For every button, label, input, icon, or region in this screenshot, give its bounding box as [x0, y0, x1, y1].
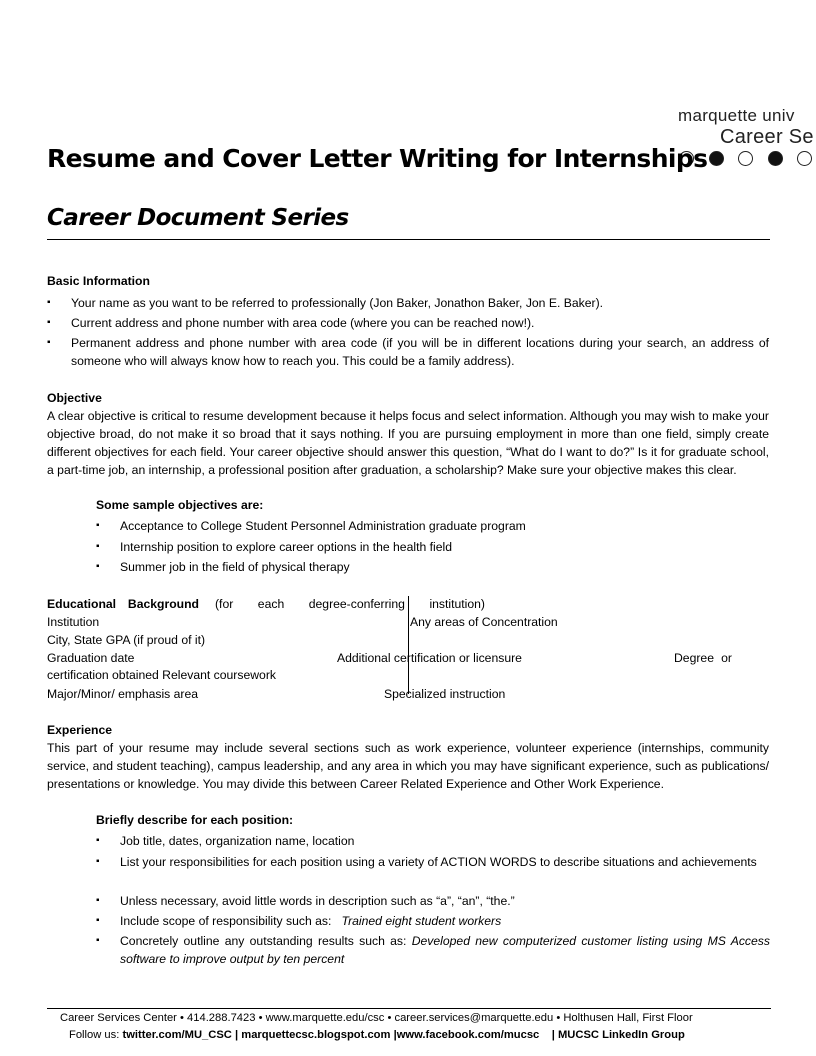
basic-bullet: [47, 334, 770, 370]
basic-bullet-text: Your name as you want to be referred to professionally (Jon Baker, Jonathon Baker, Jon E. Baker).: [71, 296, 604, 310]
education-cert-obtained: certification obtained Relevant coursework: [47, 668, 276, 682]
experience-bullet-text: [120, 932, 770, 968]
logo-dot-icon: [738, 151, 753, 166]
basic-bullet-text: Permanent address and phone number with area code (if you will be in different locations during your search, an address of someone who will always know how to reach you. This could be a family address).: [71, 336, 769, 368]
sample-objective-text: Acceptance to College Student Personnel Administration graduate program: [120, 519, 526, 533]
results-prefix: Concretely outline any outstanding results such as:: [120, 934, 407, 948]
education-degree: Degree or: [674, 651, 732, 665]
twitter-link[interactable]: twitter.com/MU_CSC: [122, 1029, 232, 1041]
footer-contact-line: [60, 1010, 693, 1026]
describe-heading: Briefly describe for each position:: [96, 813, 294, 827]
scope-prefix: Include scope of responsibility such as:: [120, 914, 332, 928]
bullet-icon: ▪: [96, 541, 100, 552]
basic-info-heading: Basic Information: [47, 274, 150, 288]
sample-objective-text: Internship position to explore career options in the health field: [120, 540, 452, 554]
education-heading: Educational Background: [47, 597, 199, 611]
basic-bullet-text: Current address and phone number with area code (where you can be reached now!).: [71, 316, 535, 330]
footer-follow-label: Follow us:: [69, 1029, 120, 1041]
scope-example: Trained eight student workers: [341, 914, 502, 928]
footer-divider: [47, 1008, 771, 1009]
logo-dot-filled-icon: [709, 151, 724, 166]
results-example: Developed new computerized customer listing using MS Access software to improve output by ten percent: [120, 934, 770, 966]
sample-objective: [96, 558, 770, 576]
experience-bullet-text: List your responsibilities for each position using a variety of ACTION WORDS to describe situations and achievements: [120, 855, 757, 869]
bullet-icon: ▪: [96, 856, 100, 867]
basic-bullet: [47, 314, 770, 332]
experience-bullet: [96, 932, 770, 968]
document-subtitle: Career Document Series: [47, 205, 349, 231]
logo-dot-icon: [797, 151, 812, 166]
experience-bullet: [96, 892, 770, 910]
bullet-icon: ▪: [47, 297, 51, 308]
bullet-icon: ▪: [96, 835, 100, 846]
basic-bullet: [47, 294, 770, 312]
footer-contact-text: Career Services Center • 414.288.7423 • www.marquette.edu/csc • career.services@marquette.edu • Holthusen Hall, First Floor: [60, 1012, 693, 1024]
education-concentration: Any areas of Concentration: [410, 615, 558, 629]
footer-social-line: [69, 1027, 691, 1043]
document-title: Resume and Cover Letter Writing for Internships: [47, 144, 708, 173]
logo-university-text: marquette univ: [678, 106, 795, 125]
bullet-icon: ▪: [96, 915, 100, 926]
bullet-icon: ▪: [96, 561, 100, 572]
footer-separator: |: [235, 1029, 239, 1041]
sample-objective: [96, 538, 770, 556]
experience-bullet: [96, 853, 770, 889]
education-city-gpa: City, State GPA (if proud of it): [47, 633, 206, 647]
logo-dot-filled-icon: [768, 151, 783, 166]
bullet-icon: ▪: [96, 935, 100, 946]
education-institution: Institution: [47, 615, 100, 629]
education-graduation-date: Graduation date: [47, 651, 135, 665]
experience-bullet-text: Job title, dates, organization name, location: [120, 834, 355, 848]
sample-objectives-heading: Some sample objectives are:: [96, 498, 264, 512]
sample-objective-text: Summer job in the field of physical therapy: [120, 560, 350, 574]
bullet-icon: ▪: [96, 520, 100, 531]
experience-bullet-text: Unless necessary, avoid little words in description such as “a”, “an”, “the.”: [120, 894, 515, 908]
education-additional-cert: Additional certification or licensure: [337, 651, 522, 665]
facebook-link[interactable]: www.facebook.com/mucsc: [396, 1029, 540, 1041]
logo-career-text: Career Se: [720, 126, 814, 148]
sample-objective: [96, 517, 770, 535]
experience-bullet-text: [120, 912, 501, 930]
experience-heading: Experience: [47, 723, 113, 737]
bullet-icon: ▪: [96, 895, 100, 906]
education-heading-rest: (for each degree-conferring institution): [215, 597, 485, 611]
education-major: Major/Minor/ emphasis area: [47, 687, 199, 701]
education-specialized: Specialized instruction: [384, 687, 506, 701]
footer-separator: |: [393, 1029, 397, 1041]
blog-link[interactable]: marquettecsc.blogspot.com: [241, 1029, 391, 1041]
bullet-icon: ▪: [47, 337, 51, 348]
objective-paragraph: A clear objective is critical to resume development because it helps focus and select information. Although you may wish to make your objective broad, do not make it so broad that it says nothing. If you are pursuing employment in more than one field, simply create different objectives for each field. Your career objective should answer this question, “What do I want to do?” Is it for graduate school, a part-time job, an internship, a professional position after graduation, a scholarship? Make sure your objective makes this clear.: [47, 409, 769, 477]
experience-paragraph: This part of your resume may include several sections such as work experience, volunteer experience (internships, community service, and student teaching), campus leadership, and any area in which you may have significant experience, such as publications/ presentations or knowledge. You may divide this between Career Related Experience and Other Work Experience.: [47, 741, 769, 791]
footer-separator: |: [551, 1029, 555, 1041]
title-divider: [47, 239, 770, 240]
objective-heading: Objective: [47, 391, 102, 405]
bullet-icon: ▪: [47, 317, 51, 328]
linkedin-link[interactable]: MUCSC LinkedIn Group: [557, 1029, 685, 1041]
experience-bullet: [96, 832, 770, 850]
education-divider: [408, 596, 409, 694]
experience-bullet: [96, 912, 770, 930]
